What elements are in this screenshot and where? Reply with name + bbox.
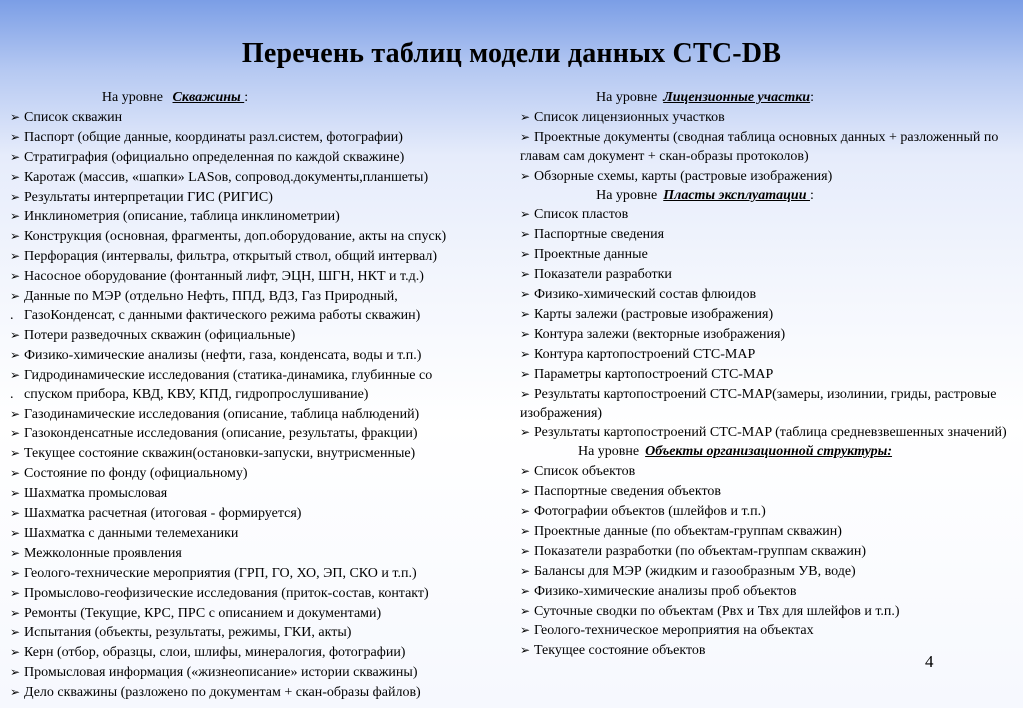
list-item-text: Керн (отбор, образцы, слои, шлифы, минералогия, фотографии) — [24, 645, 406, 661]
section-name-licenses: Лицензионные участки — [663, 90, 811, 105]
arrow-bullet-icon: ➢ — [520, 366, 531, 381]
list-item-text: Контура картопостроений СТС-MAP — [534, 346, 756, 362]
list-item-text: Паспортные сведения объектов — [534, 484, 721, 500]
list-item — [520, 522, 1015, 542]
arrow-bullet-icon: ➢ — [520, 583, 531, 598]
section-name-org-objects: Объекты организационной структуры: — [645, 444, 893, 460]
section-header-org-objects — [520, 443, 950, 462]
list-item — [10, 544, 505, 564]
arrow-bullet-icon: ➢ — [520, 543, 531, 558]
list-item — [10, 287, 505, 307]
arrow-bullet-icon: ➢ — [10, 406, 21, 421]
list-item-text: Фотографии объектов (шлейфов и т.п.) — [534, 504, 766, 520]
list-item — [520, 167, 1015, 187]
arrow-bullet-icon: ➢ — [520, 287, 531, 302]
list-item — [520, 423, 1015, 443]
level-prefix: На уровне — [596, 187, 658, 203]
section-name-wells: Скважины — [172, 90, 245, 105]
list-item — [520, 641, 1015, 661]
list-item-text: Текущее состояние объектов — [534, 643, 706, 659]
list-item — [10, 366, 505, 386]
list-item-text: Испытания (объекты, результаты, режимы, ГКИ, акты) — [24, 625, 352, 641]
list-item-text: Физико-химические анализы проб объектов — [534, 583, 797, 599]
arrow-bullet-icon: ➢ — [520, 603, 531, 618]
continuation-dot: . — [10, 386, 14, 402]
list-item — [520, 245, 1015, 265]
list-item — [10, 504, 505, 524]
arrow-bullet-icon: ➢ — [520, 109, 531, 124]
arrow-bullet-icon: ➢ — [520, 623, 531, 638]
arrow-bullet-icon: ➢ — [520, 563, 531, 578]
list-item — [520, 562, 1015, 582]
list-item-text: Перфорация (интервалы, фильтра, открытый ствол, общий интервал) — [24, 249, 437, 265]
list-item — [520, 385, 1015, 424]
right-sections — [520, 89, 1015, 661]
list-item — [10, 148, 505, 168]
list-item — [10, 346, 505, 366]
section-suffix: : — [809, 187, 814, 203]
arrow-bullet-icon: ➢ — [10, 426, 21, 441]
list-item-text: Ремонты (Текущие, КРС, ПРС с описанием и документами) — [24, 605, 382, 621]
list-item — [10, 227, 505, 247]
list-item-text: Каротаж (массив, «шапки» LASов, сопровод.документы,планшеты) — [24, 169, 429, 185]
page-number: 4 — [925, 652, 934, 671]
arrow-bullet-icon: ➢ — [520, 484, 531, 499]
arrow-bullet-icon: ➢ — [10, 149, 21, 164]
list-item-text: Параметры картопостроений СТС-MAP — [534, 366, 774, 382]
list-item — [520, 285, 1015, 305]
list-item-text: Паспортные сведения — [534, 227, 665, 243]
list-item-text: Проектные данные — [534, 247, 648, 263]
arrow-bullet-icon: ➢ — [10, 446, 21, 461]
arrow-bullet-icon: ➢ — [520, 425, 531, 440]
list-item — [520, 205, 1015, 225]
arrow-bullet-icon: ➢ — [10, 466, 21, 481]
level-prefix: На уровне — [577, 444, 640, 460]
list-item-text: Список скважин — [24, 109, 123, 125]
list-item-text: Обзорные схемы, карты (растровые изображения) — [534, 168, 833, 184]
list-item-text: Текущее состояние скважин(остановки-запуски, внутрисменные) — [24, 446, 416, 462]
section-name-layers: Пласты эксплуатации — [663, 187, 810, 203]
list-item — [520, 325, 1015, 345]
arrow-bullet-icon: ➢ — [10, 565, 21, 580]
wells-list — [10, 108, 505, 703]
list-item-text: Насосное оборудование (фонтанный лифт, ЭЦН, ШГН, НКТ и т.д.) — [24, 269, 424, 285]
list-item — [10, 623, 505, 643]
list-item — [10, 484, 505, 504]
list-item-text: Данные по МЭР (отдельно Нефть, ППД, ВДЗ, Газ Природный, — [24, 289, 398, 305]
list-item-text: спуском прибора, КВД, КВУ, КПД, гидропрослушивание) — [24, 386, 369, 402]
list-item — [10, 188, 505, 208]
list-item-text: Промыслово-геофизические исследования (приток-состав, контакт) — [24, 585, 429, 601]
list-item-text: Геолого-технические мероприятия (ГРП, ГО, ХО, ЭП, СКО и т.п.) — [24, 565, 417, 581]
arrow-bullet-icon: ➢ — [520, 643, 531, 658]
list-item — [10, 683, 505, 703]
list-item — [10, 564, 505, 584]
arrow-bullet-icon: ➢ — [520, 523, 531, 538]
list-item — [10, 524, 505, 544]
list-item — [520, 108, 1015, 128]
list-item — [520, 128, 1015, 167]
list-item — [10, 267, 505, 287]
arrow-bullet-icon: ➢ — [10, 289, 21, 304]
section-suffix: : — [810, 90, 814, 105]
list-item-text: Физико-химический состав флюидов — [534, 287, 757, 303]
list-item — [520, 462, 1015, 482]
arrow-bullet-icon: ➢ — [520, 306, 531, 321]
list-item — [520, 305, 1015, 325]
list-item-text: ГазоКонденсат, с данными фактического режима работы скважин) — [24, 307, 421, 323]
list-item-text: Список лицензионных участков — [534, 109, 725, 125]
arrow-bullet-icon: ➢ — [10, 685, 21, 700]
arrow-bullet-icon: ➢ — [520, 247, 531, 262]
list-item-text: Проектные данные (по объектам-группам скважин) — [534, 523, 842, 539]
arrow-bullet-icon: ➢ — [10, 229, 21, 244]
wells-column — [10, 89, 505, 703]
slide-title: Перечень таблиц модели данных СТС-DB — [241, 38, 782, 69]
list-item — [10, 663, 505, 683]
list-item — [10, 307, 505, 326]
level-prefix: На уровне — [596, 90, 658, 105]
list-item-text: Геолого-техническое мероприятия на объектах — [534, 623, 814, 639]
list-item-text: Контура залежи (векторные изображения) — [534, 326, 786, 342]
list-item-text: Список пластов — [534, 207, 629, 223]
arrow-bullet-icon: ➢ — [520, 326, 531, 341]
list-item — [10, 444, 505, 464]
list-item-text: Гидродинамические исследования (статика-динамика, глубинные со — [24, 367, 433, 383]
list-item — [10, 128, 505, 148]
list-item-text: Стратиграфия (официально определенная по каждой скважине) — [24, 149, 405, 165]
list-item — [10, 108, 505, 128]
arrow-bullet-icon: ➢ — [10, 189, 21, 204]
list-item-text: Газоконденсатные исследования (описание, результаты, фракции) — [24, 426, 418, 442]
arrow-bullet-icon: ➢ — [520, 346, 531, 361]
list-item — [520, 365, 1015, 385]
arrow-bullet-icon: ➢ — [10, 367, 21, 382]
list-item-text: Инклинометрия (описание, таблица инклинометрии) — [24, 209, 340, 225]
list-item-text: Физико-химические анализы (нефти, газа, конденсата, воды и т.п.) — [24, 347, 422, 363]
list-item-text: Результаты картопостроений СТС-MAP(замеры, изолинии, гриды, растровые изображения) — [520, 386, 997, 421]
list-item-text: Конструкция (основная, фрагменты, доп.оборудование, акты на спуск) — [24, 229, 447, 245]
level-prefix: На уровне — [101, 90, 164, 105]
continuation-dot: . — [10, 307, 14, 323]
section-header-layers — [520, 187, 890, 206]
list-item-text: Показатели разработки — [534, 267, 672, 283]
list-item — [520, 602, 1015, 622]
arrow-bullet-icon: ➢ — [10, 129, 21, 144]
list-item — [520, 542, 1015, 562]
arrow-bullet-icon: ➢ — [10, 625, 21, 640]
list-item — [520, 265, 1015, 285]
arrow-bullet-icon: ➢ — [10, 525, 21, 540]
list-item-text: Результаты интерпретации ГИС (РИГИС) — [24, 189, 273, 205]
list-item — [10, 386, 505, 405]
arrow-bullet-icon: ➢ — [10, 109, 21, 124]
list-item-text: Шахматка с данными телемеханики — [24, 525, 239, 541]
list-item-text: Карты залежи (растровые изображения) — [534, 306, 774, 322]
arrow-bullet-icon: ➢ — [10, 585, 21, 600]
list-item — [520, 502, 1015, 522]
arrow-bullet-icon: ➢ — [520, 464, 531, 479]
list-item-text: Балансы для МЭР (жидким и газообразным УВ, воде) — [534, 563, 856, 579]
list-item-text: Состояние по фонду (официальному) — [24, 466, 248, 482]
arrow-bullet-icon: ➢ — [520, 227, 531, 242]
list-item — [10, 405, 505, 425]
list-item-text: Промысловая информация («жизнеописание» истории скважины) — [24, 665, 418, 681]
list-item-text: Проектные документы (сводная таблица основных данных + разложенный по главам сам документ + скан-образы протоколов) — [520, 129, 999, 164]
list-item — [10, 643, 505, 663]
list-item-text: Шахматка расчетная (итоговая - формируется) — [24, 506, 302, 522]
arrow-bullet-icon: ➢ — [10, 665, 21, 680]
arrow-bullet-icon: ➢ — [10, 327, 21, 342]
section-header-wells — [10, 89, 340, 108]
arrow-bullet-icon: ➢ — [10, 545, 21, 560]
arrow-bullet-icon: ➢ — [10, 645, 21, 660]
list-item — [10, 247, 505, 267]
arrow-bullet-icon: ➢ — [10, 169, 21, 184]
arrow-bullet-icon: ➢ — [520, 207, 531, 222]
list-item-text: Межколонные проявления — [24, 545, 182, 561]
list-item-text: Результаты картопостроений СТС-MAP (таблица средневзвешенных значений) — [534, 425, 1007, 441]
arrow-bullet-icon: ➢ — [520, 267, 531, 282]
list-item — [10, 168, 505, 188]
list-item — [10, 584, 505, 604]
right-column — [520, 89, 1015, 661]
section-header-licenses — [520, 89, 890, 108]
list-item-text: Показатели разработки (по объектам-группам скважин) — [534, 543, 867, 559]
arrow-bullet-icon: ➢ — [10, 209, 21, 224]
arrow-bullet-icon: ➢ — [10, 269, 21, 284]
arrow-bullet-icon: ➢ — [520, 386, 531, 401]
list-item — [520, 225, 1015, 245]
arrow-bullet-icon: ➢ — [10, 486, 21, 501]
arrow-bullet-icon: ➢ — [10, 347, 21, 362]
arrow-bullet-icon: ➢ — [10, 605, 21, 620]
list-item — [10, 604, 505, 624]
arrow-bullet-icon: ➢ — [520, 504, 531, 519]
list-item-text: Дело скважины (разложено по документам + скан-образы файлов) — [24, 685, 421, 701]
list-item — [520, 621, 1015, 641]
list-item — [10, 326, 505, 346]
list-item — [10, 464, 505, 484]
list-item — [10, 207, 505, 227]
arrow-bullet-icon: ➢ — [10, 249, 21, 264]
list-item — [520, 482, 1015, 502]
list-item — [10, 424, 505, 444]
list-item-text: Список объектов — [534, 464, 636, 480]
list-item-text: Потери разведочных скважин (официальные) — [24, 327, 296, 343]
list-item-text: Газодинамические исследования (описание, таблица наблюдений) — [24, 406, 420, 422]
section-suffix: : — [244, 90, 249, 105]
list-item — [520, 582, 1015, 602]
list-item-text: Паспорт (общие данные, координаты разл.систем, фотографии) — [24, 129, 403, 145]
list-item-text: Шахматка промысловая — [24, 486, 168, 502]
arrow-bullet-icon: ➢ — [520, 168, 531, 183]
list-item-text: Суточные сводки по объектам (Рвх и Твх для шлейфов и т.п.) — [534, 603, 900, 619]
arrow-bullet-icon: ➢ — [10, 506, 21, 521]
arrow-bullet-icon: ➢ — [520, 129, 531, 144]
list-item — [520, 345, 1015, 365]
